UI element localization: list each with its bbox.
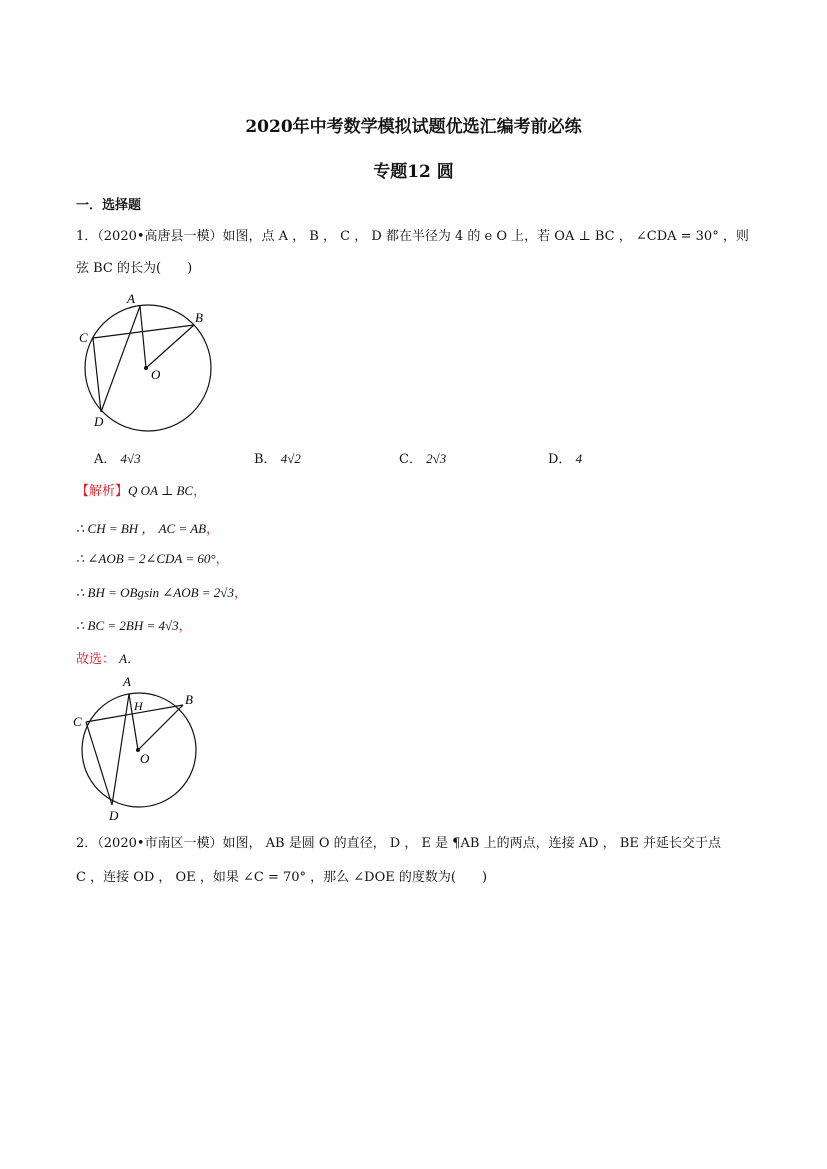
radius-oa — [140, 306, 146, 368]
q1-option-b[interactable] — [254, 450, 301, 469]
chord-ad — [112, 694, 129, 805]
separator: ， — [206, 522, 220, 537]
q2-stem-line1: 2．（2020•市南区一模）如图， AB 是圆 O 的直径， D ， E 是 ¶AB 上的两点，连接 AD ， BE 并延长交于点 — [76, 836, 721, 851]
label-c: C — [73, 714, 82, 729]
separator: ， — [233, 586, 247, 601]
solution-expr-2: ∴ CH = BH ， — [76, 521, 155, 536]
option-value: 4√3 — [120, 451, 141, 466]
option-letter: C． — [399, 452, 422, 467]
solution-expr-1: Q OA ⊥ BC — [128, 483, 194, 498]
label-a: A — [123, 674, 131, 689]
label-d: D — [94, 414, 104, 429]
center-point — [144, 366, 148, 370]
label-b: B — [195, 310, 203, 325]
solution-line5 — [76, 617, 192, 636]
label-h: H — [134, 699, 143, 713]
option-letter: D． — [548, 452, 572, 467]
answer-label: 故选： — [76, 652, 116, 667]
solution-expr-4: ∴ BH = OBgsin ∠AOB = 2√3 — [76, 585, 234, 600]
solution-line2 — [76, 516, 219, 539]
solution-expr-5: ∴ BC = 2BH = 4√3 — [76, 618, 179, 633]
page-subtitle: 专题12 圆 — [373, 162, 454, 182]
option-value: 4 — [575, 451, 583, 466]
arc-equality: AC = AB — [158, 521, 207, 536]
separator: ， — [193, 484, 207, 499]
q2-stem-line2: C ，连接 OD ， OE ，如果 ∠C = 70° ，那么 ∠DOE 的度数为( ) — [76, 870, 488, 885]
q1-option-d[interactable] — [548, 450, 582, 469]
solution-figure — [68, 672, 208, 827]
label-c: C — [79, 330, 88, 345]
solution-expr-3: ∴ ∠AOB = 2∠CDA = 60° — [76, 551, 216, 566]
label-o: O — [140, 751, 150, 766]
q1-stem-line1: 1．（2020•高唐县一模）如图，点 A ， B ， C ， D 都在半径为 4 的 e O 上，若 OA ⊥ BC ， ∠CDA = 30° ，则 — [76, 229, 749, 244]
option-value: 2√3 — [426, 451, 447, 466]
q1-option-a[interactable] — [94, 450, 141, 469]
q1-stem-line2: 弦 BC 的长为( ) — [76, 261, 193, 276]
label-o: O — [151, 367, 161, 382]
label-a: A — [127, 291, 135, 306]
solution-line3 — [76, 550, 229, 569]
chord-ad — [101, 306, 140, 412]
chord-cd — [86, 722, 112, 805]
answer-value: A — [119, 651, 128, 666]
answer-end: ． — [127, 652, 141, 667]
solution-line4 — [76, 584, 247, 603]
option-value: 4√2 — [280, 451, 301, 466]
label-b: B — [185, 692, 193, 707]
radius-ob — [146, 325, 194, 368]
solution-tag: 【解析】 — [76, 484, 129, 499]
separator: ， — [215, 552, 229, 567]
option-letter: A． — [94, 452, 117, 467]
option-letter: B． — [254, 452, 277, 467]
separator: ， — [178, 619, 192, 634]
solution-answer — [76, 650, 140, 669]
solution-line1 — [76, 482, 206, 501]
q1-figure — [70, 288, 230, 433]
q1-option-c[interactable] — [399, 450, 446, 469]
page-title: 2020年中考数学模拟试题优选汇编考前必练 — [245, 117, 582, 137]
label-d: D — [109, 808, 119, 823]
section-heading: 一．选择题 — [76, 198, 142, 213]
